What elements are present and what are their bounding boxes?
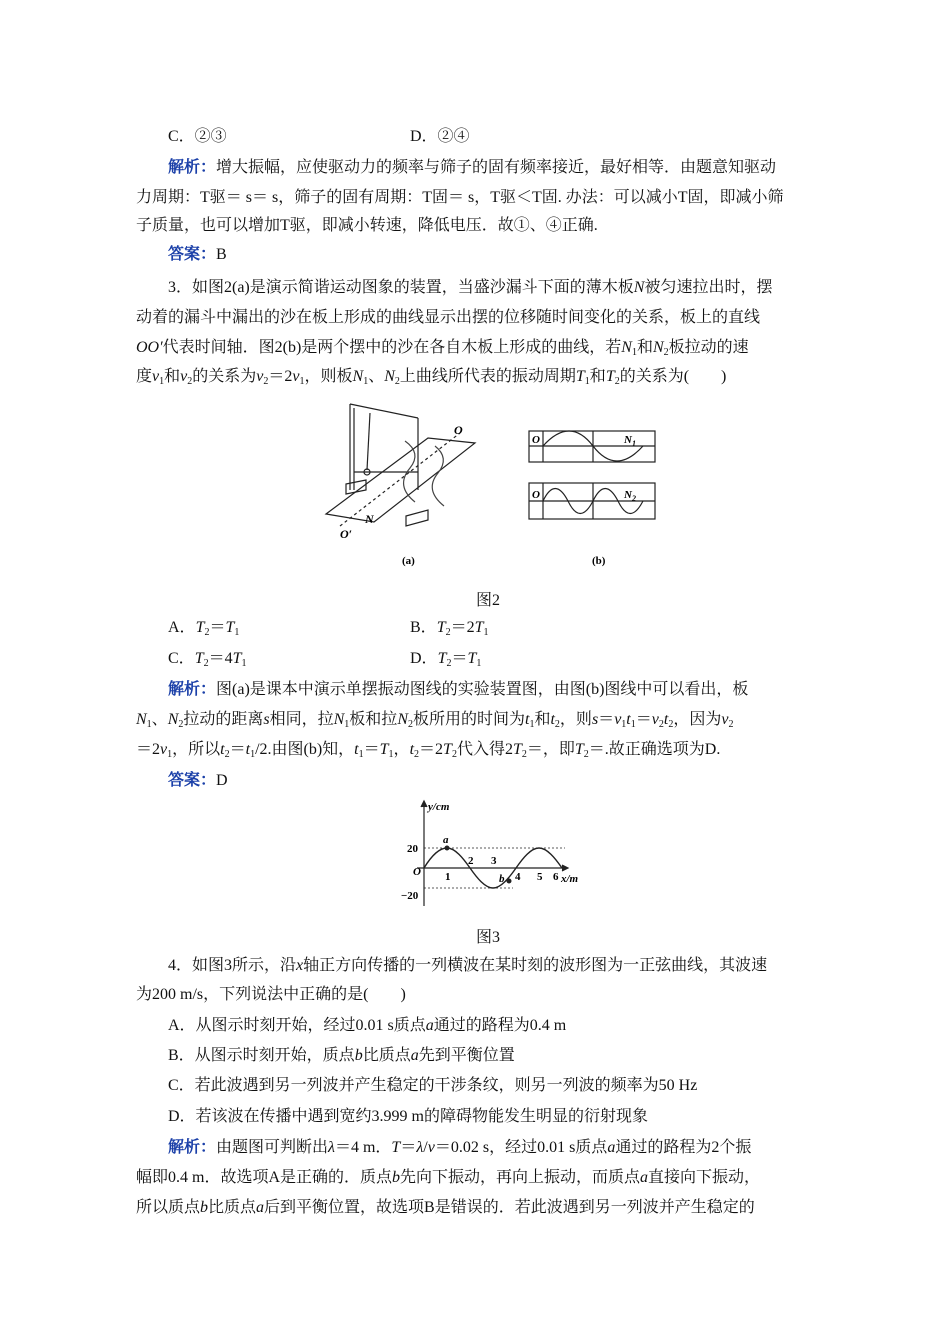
y-tick-neg20: −20 — [401, 890, 419, 902]
point-b — [507, 879, 512, 884]
board-N1-origin: O — [532, 434, 540, 446]
analysis-label: 解析： — [168, 159, 217, 176]
figure-2-caption: 图2 — [476, 592, 501, 609]
q3-stem-line-1: 3．如图2(a)是演示简谐运动图象的装置，当盛沙漏斗下面的薄木板N被匀速拉出时，摆 — [168, 279, 773, 296]
x-axis-label: x/m — [561, 873, 579, 885]
analysis-label: 解析： — [168, 1139, 217, 1156]
sub-label-b: (b) — [592, 555, 606, 567]
q3-stem-line-4: 度$v_1$和$v_2$的关系为$v_2=2v_1$，则板$N_1$、$N_2$上曲线所代表的振动周期$T_1$和$T_2$的关系为( ) — [136, 368, 727, 387]
analysis-label: 解析： — [168, 681, 217, 698]
q3-option-b: B．$T_2=2T_1$ — [410, 619, 489, 638]
q4-analysis-line-1: 解析：由题图可判断出λ＝4 m．T＝λ/v＝0.02 s，经过0.01 s质点a通过的路程为2个振 — [168, 1139, 752, 1156]
figure-3 — [395, 798, 595, 914]
q3-answer — [168, 771, 228, 791]
q3-option-d: D．$T_2=T_1$ — [410, 650, 482, 669]
x-tick-3: 3 — [491, 855, 497, 867]
q2-answer — [168, 245, 227, 265]
pendulum-apparatus — [326, 404, 475, 526]
answer-value: D — [216, 772, 228, 789]
label-N2: $N_2$ — [624, 489, 636, 503]
q3-stem-line-3: OO′代表时间轴．图2(b)是两个摆中的沙在各自木板上形成的曲线，若$N_1$和$N_2$板拉动的速 — [136, 339, 749, 358]
q4-option-c: C．若此波遇到另一列波并产生稳定的干涉条纹，则另一列波的频率为50 Hz — [168, 1077, 698, 1094]
y-axis-label: y/cm — [428, 801, 450, 813]
q3-analysis-line-3: $=2v_1$，所以$t_2=t_1/2$.由图(b)知，$t_1=T_1$，$t_2=2T_2$代入得$2T_2=$，即$T_2=$.故正确选项为D. — [136, 741, 721, 760]
x-tick-6: 6 — [553, 871, 559, 883]
board-N2-origin: O — [532, 489, 540, 501]
q2-analysis-line-3: 子质量，也可以增加T驱，即减小转速，降低电压．故①、④正确. — [136, 217, 598, 234]
q3-option-c: C．$T_2=4T_1$ — [168, 650, 247, 669]
board-N2 — [529, 483, 655, 519]
point-a — [445, 846, 450, 851]
y-tick-20: 20 — [407, 843, 418, 855]
answer-value: B — [216, 246, 227, 263]
figure-2 — [310, 398, 670, 570]
point-b-label: b — [499, 873, 505, 885]
q4-analysis-line-3: 所以质点b比质点a后到平衡位置，故选项B是错误的．若此波遇到另一列波并产生稳定的 — [136, 1199, 755, 1216]
q4-option-d: D．若该波在传播中遇到宽约3.999 m的障碍物能发生明显的衍射现象 — [168, 1108, 649, 1125]
figure-3-caption: 图3 — [476, 929, 501, 946]
x-tick-4: 4 — [515, 871, 521, 883]
label-N: N — [365, 512, 374, 526]
label-O-prime: O′ — [340, 527, 353, 541]
q4-stem-line-1: 4．如图3所示，沿x轴正方向传播的一列横波在某时刻的波形图为一正弦曲线，其波速 — [168, 957, 768, 974]
origin-label: O — [413, 866, 421, 878]
x-tick-2: 2 — [468, 855, 474, 867]
q3-analysis-line-1: 解析：图(a)是课本中演示单摆振动图线的实验装置图，由图(b)图线中可以看出，板 — [168, 681, 749, 698]
q2-analysis-line-1: 解析：增大振幅，应使驱动力的频率与筛子的固有频率接近，最好相等．由题意知驱动 — [168, 159, 777, 176]
sub-label-a: (a) — [402, 555, 415, 567]
x-tick-1: 1 — [445, 871, 451, 883]
q4-stem-line-2: 为200 m/s，下列说法中正确的是( ) — [136, 986, 406, 1003]
answer-label: 答案： — [168, 772, 217, 789]
q4-option-a: A．从图示时刻开始，经过0.01 s质点a通过的路程为0.4 m — [168, 1017, 567, 1034]
x-tick-5: 5 — [537, 871, 543, 883]
point-a-label: a — [443, 834, 449, 846]
q2-option-c: C．②③ — [168, 128, 227, 145]
q2-analysis-line-2: 力周期：T驱＝ s＝ s，筛子的固有周期：T固＝ s，T驱＜T固. 办法：可以减小T固，即减小筛 — [136, 189, 784, 206]
answer-label: 答案： — [168, 246, 217, 263]
label-O: O — [454, 423, 463, 437]
q4-analysis-line-2: 幅即0.4 m．故选项A是正确的．质点b先向下振动，再向上振动，而质点a直接向下振动， — [136, 1169, 761, 1186]
board-N1 — [529, 431, 655, 462]
q2-option-d: D．②④ — [410, 128, 470, 145]
label-N1: $N_1$ — [624, 434, 636, 448]
q3-analysis-line-2: $N_1$、$N_2$拉动的距离s相同，拉$N_1$板和拉$N_2$板所用的时间为$t_1$和$t_2$，则$s=v_1t_1=v_2t_2$，因为$v_2$ — [136, 711, 734, 730]
q3-option-a: A．$T_2=T_1$ — [168, 619, 240, 638]
q4-option-b: B．从图示时刻开始，质点b比质点a先到平衡位置 — [168, 1047, 515, 1064]
q3-stem-line-2: 动着的漏斗中漏出的沙在板上形成的曲线显示出摆的位移随时间变化的关系，板上的直线 — [136, 309, 761, 326]
